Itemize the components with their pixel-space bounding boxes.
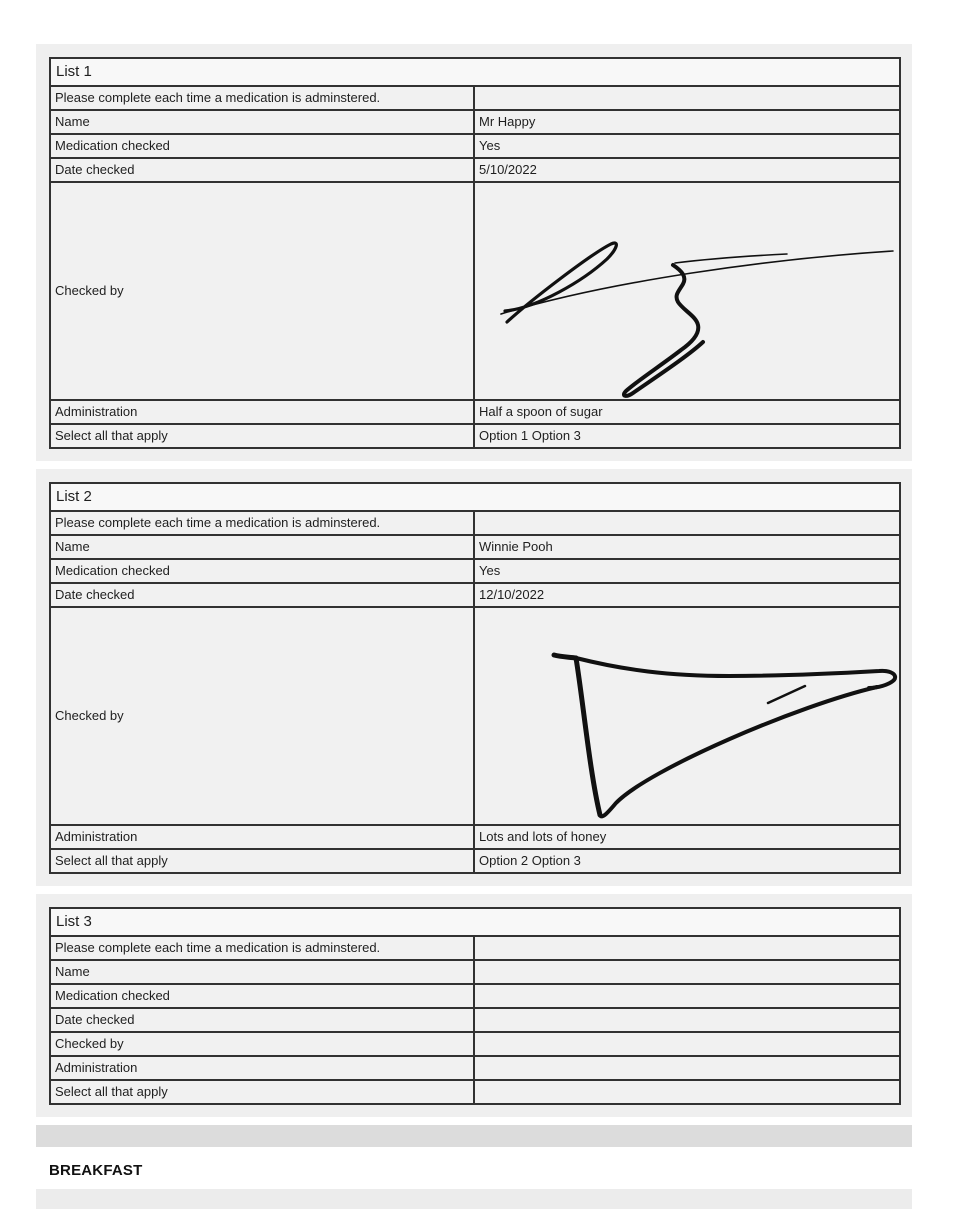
table-row (50, 984, 900, 1008)
table-row (50, 583, 900, 607)
list-2-panel (36, 469, 912, 886)
field-label-cell: Checked by (50, 1032, 474, 1056)
section-divider-band (36, 1125, 912, 1147)
field-value-cell: Yes (474, 134, 900, 158)
field-value-cell (474, 1080, 900, 1104)
field-label-cell: Name (50, 110, 474, 134)
list-title: List 3 (50, 908, 900, 936)
instruction-value-cell (474, 86, 900, 110)
field-value-cell: Option 1 Option 3 (474, 424, 900, 448)
signature-cell (474, 607, 900, 825)
list-2-table (49, 482, 901, 874)
table-row (50, 607, 900, 825)
field-label-cell: Medication checked (50, 984, 474, 1008)
field-label-cell: Select all that apply (50, 1080, 474, 1104)
field-value-cell (474, 984, 900, 1008)
list-1-panel (36, 44, 912, 461)
field-label-cell: Checked by (50, 607, 474, 825)
table-row (50, 825, 900, 849)
table-row (50, 849, 900, 873)
field-label-cell: Date checked (50, 158, 474, 182)
table-row (50, 1008, 900, 1032)
field-value-cell: Yes (474, 559, 900, 583)
field-label-cell: Medication checked (50, 559, 474, 583)
table-row (50, 400, 900, 424)
field-label-cell: Date checked (50, 1008, 474, 1032)
field-label-cell: Name (50, 535, 474, 559)
field-label-cell: Checked by (50, 182, 474, 400)
table-row (50, 960, 900, 984)
field-value-cell: Half a spoon of sugar (474, 400, 900, 424)
field-label-cell: Administration (50, 400, 474, 424)
table-row (50, 86, 900, 110)
signature-1-image (479, 184, 901, 398)
table-row (50, 559, 900, 583)
instruction-value-cell (474, 936, 900, 960)
field-value-cell: 12/10/2022 (474, 583, 900, 607)
field-label-cell: Administration (50, 825, 474, 849)
table-row (50, 483, 900, 511)
table-row (50, 1032, 900, 1056)
field-label-cell: Administration (50, 1056, 474, 1080)
field-label-cell: Name (50, 960, 474, 984)
field-value-cell: Winnie Pooh (474, 535, 900, 559)
field-value-cell (474, 1032, 900, 1056)
field-label-cell: Medication checked (50, 134, 474, 158)
field-label-cell: Select all that apply (50, 849, 474, 873)
field-value-cell: Mr Happy (474, 110, 900, 134)
breakfast-heading: BREAKFAST (49, 1162, 143, 1179)
field-value-cell: 5/10/2022 (474, 158, 900, 182)
field-value-cell (474, 1008, 900, 1032)
field-value-cell (474, 1056, 900, 1080)
table-row (50, 511, 900, 535)
field-value-cell: Lots and lots of honey (474, 825, 900, 849)
table-row (50, 424, 900, 448)
list-3-panel (36, 894, 912, 1117)
list-3-table (49, 907, 901, 1105)
table-row (50, 182, 900, 400)
table-row (50, 1080, 900, 1104)
table-row (50, 1056, 900, 1080)
signature-cell (474, 182, 900, 400)
field-label-cell: Date checked (50, 583, 474, 607)
field-value-cell: Option 2 Option 3 (474, 849, 900, 873)
table-row (50, 134, 900, 158)
table-row (50, 58, 900, 86)
table-row (50, 535, 900, 559)
field-value-cell (474, 960, 900, 984)
list-title: List 2 (50, 483, 900, 511)
instruction-value-cell (474, 511, 900, 535)
list-1-table (49, 57, 901, 449)
instruction-label-cell: Please complete each time a medication is adminstered. (50, 511, 474, 535)
field-label-cell: Select all that apply (50, 424, 474, 448)
signature-2-image (479, 609, 901, 823)
next-section-band (36, 1189, 912, 1209)
table-row (50, 110, 900, 134)
instruction-label-cell: Please complete each time a medication is adminstered. (50, 86, 474, 110)
list-title: List 1 (50, 58, 900, 86)
instruction-label-cell: Please complete each time a medication is adminstered. (50, 936, 474, 960)
table-row (50, 936, 900, 960)
table-row (50, 908, 900, 936)
table-row (50, 158, 900, 182)
